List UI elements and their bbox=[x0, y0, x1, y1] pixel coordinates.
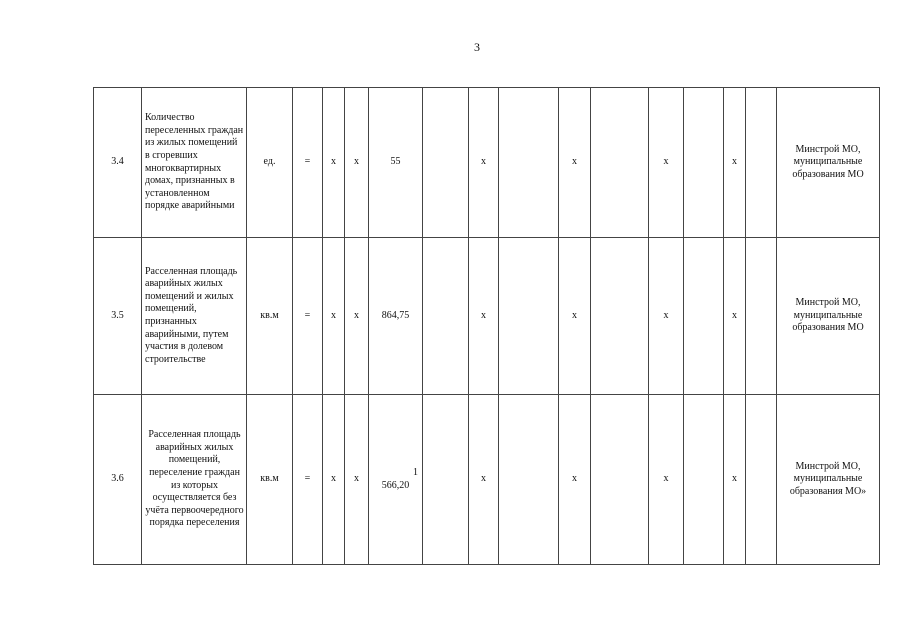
mark-cell: x bbox=[724, 238, 746, 395]
mark-cell: x bbox=[323, 88, 345, 238]
mark-cell: x bbox=[649, 88, 684, 238]
empty-cell bbox=[499, 395, 559, 565]
mark-cell: x bbox=[323, 395, 345, 565]
table-row bbox=[94, 395, 880, 565]
empty-cell bbox=[591, 238, 649, 395]
mark-cell: x bbox=[559, 395, 591, 565]
empty-cell bbox=[499, 88, 559, 238]
empty-cell bbox=[746, 88, 777, 238]
value-cell bbox=[369, 238, 423, 395]
sign-cell: = bbox=[293, 88, 323, 238]
mark-cell: x bbox=[345, 238, 369, 395]
empty-cell bbox=[591, 88, 649, 238]
value-text: 566,20 bbox=[381, 479, 410, 491]
empty-cell bbox=[684, 88, 724, 238]
unit-cell: ед. bbox=[247, 88, 293, 238]
mark-cell: x bbox=[345, 88, 369, 238]
mark-cell: x bbox=[649, 238, 684, 395]
mark-cell: x bbox=[469, 395, 499, 565]
mark-cell: x bbox=[323, 238, 345, 395]
mark-cell: x bbox=[724, 395, 746, 565]
value-text: 55 bbox=[390, 156, 401, 168]
mark-cell: x bbox=[559, 238, 591, 395]
empty-cell bbox=[746, 395, 777, 565]
empty-cell bbox=[684, 395, 724, 565]
value-prefix: 1 bbox=[413, 466, 418, 478]
indicators-table bbox=[93, 87, 880, 565]
indicator-description: Расселенная площадь аварийных жилых помещений и жилых помещений, признанных аварийными, путем участия в долевом строительстве bbox=[142, 238, 247, 395]
empty-cell bbox=[591, 395, 649, 565]
mark-cell: x bbox=[469, 88, 499, 238]
empty-cell bbox=[746, 238, 777, 395]
table-row bbox=[94, 88, 880, 238]
indicator-description: Расселенная площадь аварийных жилых помещений, переселение граждан из которых осуществляется без учёта первоочередного порядка переселения bbox=[142, 395, 247, 565]
empty-cell bbox=[423, 88, 469, 238]
empty-cell bbox=[423, 395, 469, 565]
responsible-cell: Минстрой МО, муниципальные образования МО» bbox=[777, 395, 880, 565]
row-number: 3.5 bbox=[94, 238, 142, 395]
mark-cell: x bbox=[559, 88, 591, 238]
empty-cell bbox=[423, 238, 469, 395]
value-cell bbox=[369, 395, 423, 565]
mark-cell: x bbox=[469, 238, 499, 395]
sign-cell: = bbox=[293, 395, 323, 565]
row-number: 3.6 bbox=[94, 395, 142, 565]
unit-cell: кв.м bbox=[247, 238, 293, 395]
empty-cell bbox=[684, 238, 724, 395]
sign-cell: = bbox=[293, 238, 323, 395]
responsible-cell: Минстрой МО, муниципальные образования МО bbox=[777, 238, 880, 395]
table-row bbox=[94, 238, 880, 395]
row-number: 3.4 bbox=[94, 88, 142, 238]
mark-cell: x bbox=[345, 395, 369, 565]
page-number: 3 bbox=[474, 40, 480, 54]
indicator-description: Количество переселенных граждан из жилых помещений в сгоревших многоквартирных домах, признанных в установленном порядке аварийными bbox=[142, 88, 247, 238]
responsible-cell: Минстрой МО, муниципальные образования МО bbox=[777, 88, 880, 238]
unit-cell: кв.м bbox=[247, 395, 293, 565]
value-cell bbox=[369, 88, 423, 238]
mark-cell: x bbox=[724, 88, 746, 238]
mark-cell: x bbox=[649, 395, 684, 565]
empty-cell bbox=[499, 238, 559, 395]
value-text: 864,75 bbox=[381, 309, 410, 321]
